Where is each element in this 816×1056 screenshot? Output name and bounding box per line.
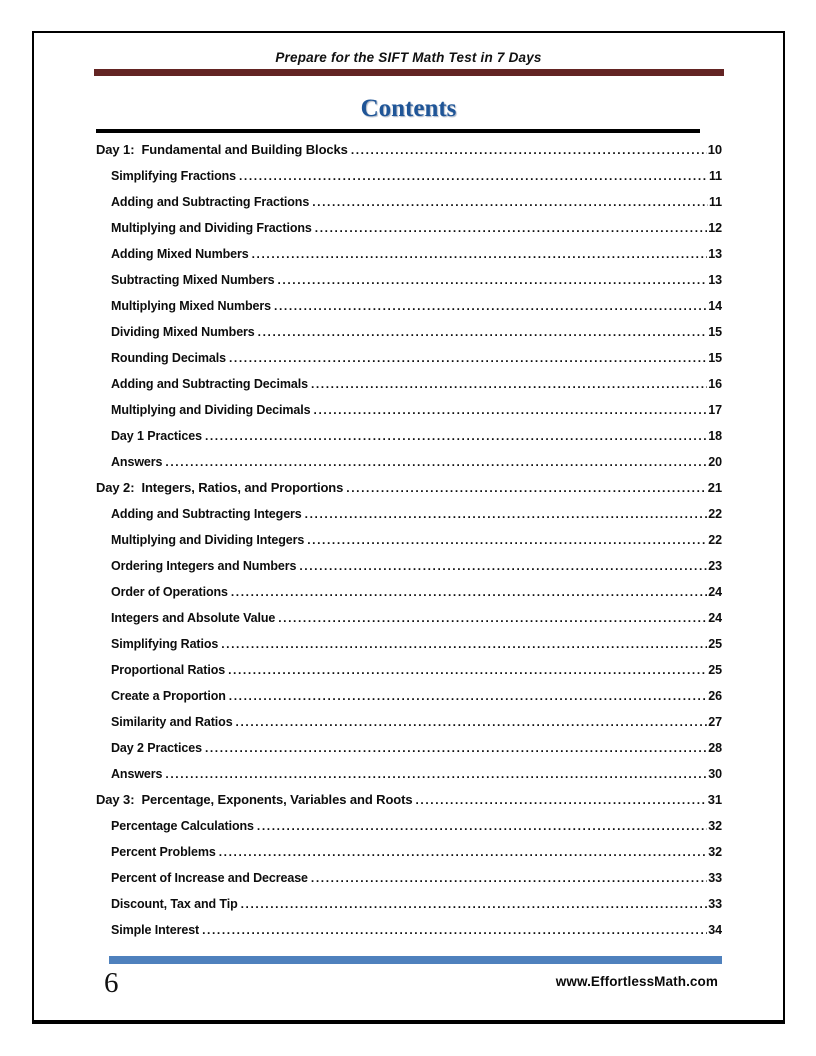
toc-entry[interactable]	[96, 553, 722, 579]
toc-entry-page: 33	[708, 871, 722, 885]
toc-entry-label: Order of Operations	[111, 585, 228, 599]
toc-dot-leader	[228, 657, 707, 683]
toc-entry-page: 32	[708, 845, 722, 859]
toc-entry[interactable]	[96, 371, 722, 397]
toc-entry[interactable]	[96, 761, 722, 787]
toc-entry[interactable]	[96, 215, 722, 241]
toc-entry-page: 33	[708, 897, 722, 911]
toc-entry-label: Subtracting Mixed Numbers	[111, 273, 275, 287]
toc-entry-label: Discount, Tax and Tip	[111, 897, 238, 911]
toc-entry-label: Simple Interest	[111, 923, 200, 937]
toc-entry-page: 17	[708, 403, 722, 417]
toc-entry[interactable]	[96, 605, 722, 631]
toc-dot-leader	[258, 319, 708, 345]
toc-entry[interactable]	[96, 189, 722, 215]
toc-dot-leader	[221, 631, 707, 657]
toc-entry-page: 11	[708, 169, 722, 183]
toc-entry-page: 20	[708, 455, 722, 469]
toc-entry-label: Answers	[111, 455, 163, 469]
toc-entry-label: Multiplying and Dividing Decimals	[111, 403, 311, 417]
toc-entry-label: Answers	[111, 767, 163, 781]
toc-entry-label: Day 1: Fundamental and Building Blocks	[96, 142, 348, 157]
toc-entry-label: Percent Problems	[111, 845, 216, 859]
toc-entry-page: 14	[708, 299, 722, 313]
toc-entry[interactable]	[96, 319, 722, 345]
toc-entry-page: 30	[708, 767, 722, 781]
toc-dot-leader	[299, 553, 707, 579]
toc-entry[interactable]	[96, 865, 722, 891]
toc-dot-leader	[252, 241, 708, 267]
toc-entry-label: Day 2: Integers, Ratios, and Proportions	[96, 480, 344, 495]
toc-entry-page: 13	[708, 273, 722, 287]
toc-entry-page: 15	[708, 325, 722, 339]
toc-dot-leader	[307, 527, 707, 553]
toc-entry-label: Percentage Calculations	[111, 819, 254, 833]
toc-entry-page: 15	[708, 351, 722, 365]
toc-entry[interactable]	[96, 839, 722, 865]
toc-dot-leader	[202, 917, 707, 943]
toc-dot-leader	[239, 163, 708, 189]
table-of-contents	[96, 137, 722, 943]
toc-dot-leader	[305, 501, 708, 527]
toc-entry-label: Percent of Increase and Decrease	[111, 871, 308, 885]
toc-entry[interactable]	[96, 579, 722, 605]
toc-entry[interactable]	[96, 423, 722, 449]
toc-entry-label: Similarity and Ratios	[111, 715, 233, 729]
toc-entry-label: Simplifying Ratios	[111, 637, 219, 651]
footer-bar	[109, 956, 722, 964]
toc-entry-page: 16	[708, 377, 722, 391]
toc-entry[interactable]	[96, 657, 722, 683]
toc-entry-page: 28	[708, 741, 722, 755]
toc-dot-leader	[315, 215, 708, 241]
toc-dot-leader	[231, 579, 707, 605]
toc-entry[interactable]	[96, 917, 722, 943]
toc-dot-leader	[346, 475, 706, 501]
toc-entry-label: Day 1 Practices	[111, 429, 202, 443]
toc-entry[interactable]	[96, 631, 722, 657]
toc-entry[interactable]	[96, 449, 722, 475]
toc-entry[interactable]	[96, 267, 722, 293]
toc-entry-page: 24	[708, 585, 722, 599]
toc-dot-leader	[312, 189, 708, 215]
toc-dot-leader	[219, 839, 708, 865]
toc-entry[interactable]	[96, 735, 722, 761]
toc-entry-label: Proportional Ratios	[111, 663, 226, 677]
toc-entry-page: 22	[708, 507, 722, 521]
toc-dot-leader	[165, 449, 707, 475]
toc-dot-leader	[314, 397, 708, 423]
toc-entry-label: Create a Proportion	[111, 689, 226, 703]
toc-entry-page: 27	[708, 715, 722, 729]
toc-dot-leader	[236, 709, 708, 735]
toc-entry-label: Adding Mixed Numbers	[111, 247, 249, 261]
toc-dot-leader	[278, 605, 707, 631]
toc-entry-page: 22	[708, 533, 722, 547]
toc-entry-page: 11	[708, 195, 722, 209]
toc-entry[interactable]	[96, 137, 722, 163]
contents-heading: Contents	[360, 95, 457, 122]
toc-entry-label: Multiplying Mixed Numbers	[111, 299, 272, 313]
toc-entry[interactable]	[96, 891, 722, 917]
toc-entry-page: 23	[708, 559, 722, 573]
toc-entry-label: Ordering Integers and Numbers	[111, 559, 297, 573]
website-link[interactable]: www.EffortlessMath.com	[555, 974, 718, 989]
toc-entry[interactable]	[96, 501, 722, 527]
toc-entry-label: Rounding Decimals	[111, 351, 226, 365]
toc-dot-leader	[229, 683, 707, 709]
toc-entry-label: Adding and Subtracting Decimals	[111, 377, 308, 391]
toc-dot-leader	[311, 865, 707, 891]
toc-entry[interactable]	[96, 475, 722, 501]
toc-entry-page: 24	[708, 611, 722, 625]
toc-entry[interactable]	[96, 787, 722, 813]
toc-entry-label: Adding and Subtracting Fractions	[111, 195, 310, 209]
toc-entry-label: Adding and Subtracting Integers	[111, 507, 302, 521]
toc-entry-page: 21	[707, 480, 722, 495]
toc-dot-leader	[311, 371, 707, 397]
document-page	[32, 31, 785, 1024]
toc-entry-label: Simplifying Fractions	[111, 169, 236, 183]
toc-entry-label: Dividing Mixed Numbers	[111, 325, 255, 339]
contents-heading-rule	[96, 129, 700, 133]
page-header-title: Prepare for the SIFT Math Test in 7 Days	[275, 50, 542, 65]
toc-entry-label: Multiplying and Dividing Integers	[111, 533, 305, 547]
toc-dot-leader	[274, 293, 707, 319]
toc-entry[interactable]	[96, 709, 722, 735]
header-rule	[94, 69, 724, 76]
toc-entry-page: 12	[708, 221, 722, 235]
toc-entry-page: 31	[707, 792, 722, 807]
toc-entry[interactable]	[96, 345, 722, 371]
toc-entry-page: 25	[708, 637, 722, 651]
toc-entry[interactable]	[96, 397, 722, 423]
toc-entry-page: 18	[708, 429, 722, 443]
toc-entry-label: Day 2 Practices	[111, 741, 202, 755]
toc-dot-leader	[205, 735, 707, 761]
toc-dot-leader	[351, 137, 707, 163]
page-number: 6	[104, 967, 119, 999]
toc-dot-leader	[278, 267, 708, 293]
toc-dot-leader	[257, 813, 707, 839]
toc-dot-leader	[165, 761, 707, 787]
toc-dot-leader	[416, 787, 707, 813]
toc-entry[interactable]	[96, 813, 722, 839]
toc-entry-page: 26	[708, 689, 722, 703]
toc-entry[interactable]	[96, 293, 722, 319]
toc-entry-label: Multiplying and Dividing Fractions	[111, 221, 312, 235]
toc-entry-page: 34	[708, 923, 722, 937]
toc-entry-page: 25	[708, 663, 722, 677]
toc-dot-leader	[205, 423, 707, 449]
toc-entry[interactable]	[96, 683, 722, 709]
toc-entry[interactable]	[96, 241, 722, 267]
toc-entry-label: Integers and Absolute Value	[111, 611, 276, 625]
toc-entry[interactable]	[96, 527, 722, 553]
toc-entry[interactable]	[96, 163, 722, 189]
toc-entry-page: 13	[708, 247, 722, 261]
toc-entry-label: Day 3: Percentage, Exponents, Variables and Roots	[96, 792, 413, 807]
toc-entry-page: 10	[707, 142, 722, 157]
toc-dot-leader	[229, 345, 707, 371]
toc-entry-page: 32	[708, 819, 722, 833]
toc-dot-leader	[241, 891, 708, 917]
